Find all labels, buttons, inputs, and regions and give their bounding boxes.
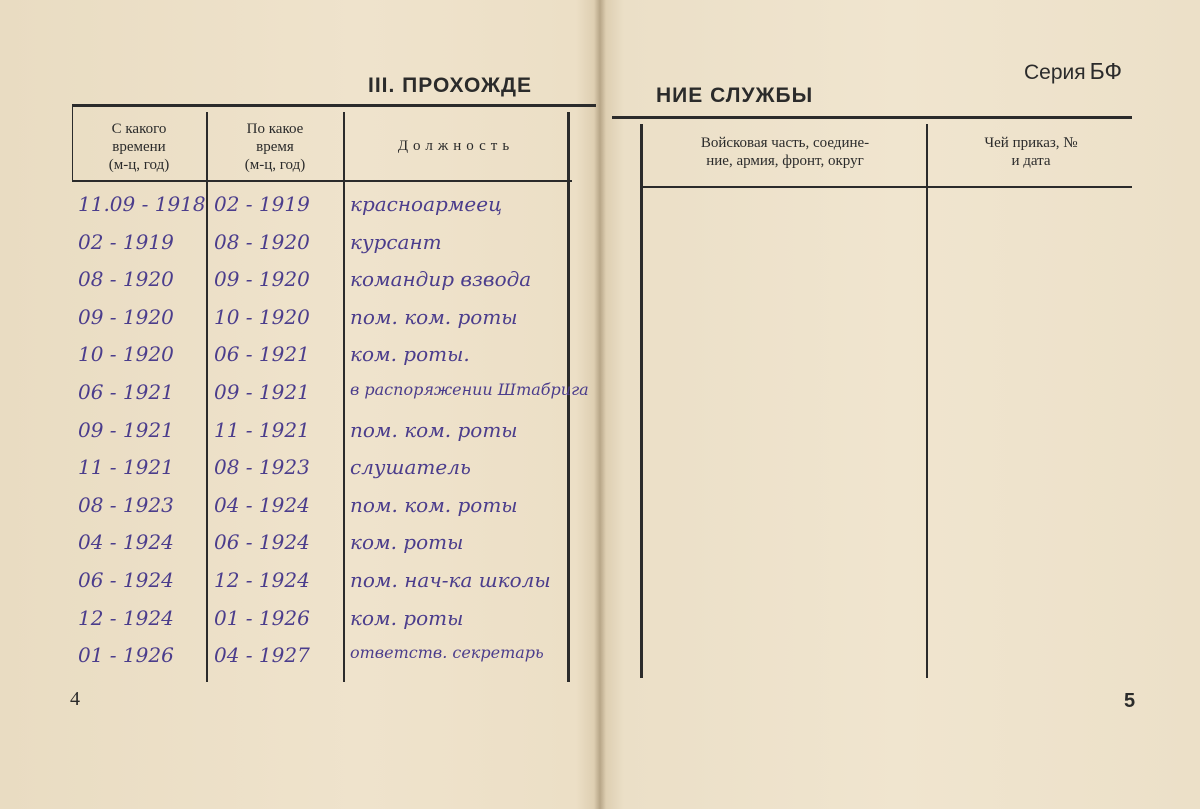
header-unit — [646, 134, 924, 170]
entry-position: пом. ком. роты — [350, 305, 518, 329]
entry-to-date: 09 - 1921 — [214, 380, 310, 404]
column-divider-2 — [343, 112, 345, 682]
entry-from-date: 09 - 1920 — [78, 305, 174, 329]
entry-from-date: 11 - 1921 — [78, 455, 174, 479]
entry-to-date: 09 - 1920 — [214, 267, 310, 291]
page-number-right: 5 — [1124, 690, 1136, 712]
entry-from-date: 11.09 - 1918 — [78, 192, 206, 216]
entry-from-date: 02 - 1919 — [78, 230, 174, 254]
entry-from-date: 08 - 1923 — [78, 493, 174, 517]
series-code: БФ — [1089, 58, 1122, 84]
entry-to-date: 04 - 1927 — [214, 643, 310, 667]
entry-from-date: 10 - 1920 — [78, 342, 174, 366]
entry-to-date: 08 - 1920 — [214, 230, 310, 254]
header-to-date — [210, 120, 340, 174]
right-table-left-rule — [640, 124, 643, 678]
header-order — [932, 134, 1130, 170]
entry-position: ответств. секретарь — [350, 643, 544, 662]
entry-position: в распоряжении Штабрига — [350, 380, 589, 399]
entry-position: пом. нач-ка школы — [350, 568, 551, 592]
table-top-rule — [72, 104, 596, 107]
header-from-date — [76, 120, 202, 174]
entry-from-date: 12 - 1924 — [78, 606, 174, 630]
entry-from-date: 06 - 1924 — [78, 568, 174, 592]
header-unit-text: Войсковая часть, соедине- ние, армия, фронт, округ — [700, 135, 870, 169]
entry-to-date: 06 - 1924 — [214, 530, 310, 554]
entry-position: пом. ком. роты — [350, 418, 518, 442]
page-number-left: 4 — [70, 688, 80, 710]
header-order-text: Чей приказ, № и дата — [984, 135, 1078, 169]
entry-to-date: 12 - 1924 — [214, 568, 310, 592]
left-page — [0, 0, 598, 809]
entry-to-date: 02 - 1919 — [214, 192, 310, 216]
entry-position: ком. роты — [350, 530, 464, 554]
entry-to-date: 06 - 1921 — [214, 342, 310, 366]
entry-from-date: 04 - 1924 — [78, 530, 174, 554]
entry-position: пом. ком. роты — [350, 493, 518, 517]
right-page-title: НИЕ СЛУЖБЫ — [656, 84, 814, 107]
entry-from-date: 06 - 1921 — [78, 380, 174, 404]
entry-to-date: 10 - 1920 — [214, 305, 310, 329]
header-bottom-rule — [72, 180, 572, 182]
entry-position: ком. роты — [350, 606, 464, 630]
header-to-date-text: По какое время (м-ц, год) — [244, 121, 306, 173]
entry-from-date: 08 - 1920 — [78, 267, 174, 291]
table-left-rule — [72, 104, 73, 180]
entry-position: курсант — [350, 230, 442, 254]
entry-to-date: 11 - 1921 — [214, 418, 310, 442]
entry-position: командир взвода — [350, 267, 532, 291]
header-position-text: Должность — [397, 138, 515, 154]
entry-position: красноармеец — [350, 192, 503, 216]
entry-position: слушатель — [350, 455, 471, 479]
entry-to-date: 04 - 1924 — [214, 493, 310, 517]
series-label — [1024, 58, 1122, 85]
entry-to-date: 01 - 1926 — [214, 606, 310, 630]
entry-from-date: 01 - 1926 — [78, 643, 174, 667]
right-column-divider — [926, 124, 928, 678]
right-page — [602, 0, 1200, 809]
header-position — [348, 137, 564, 155]
left-page-title: III. ПРОХОЖДЕ — [368, 74, 532, 97]
series-label-text: Серия — [1024, 61, 1086, 84]
entry-position: ком. роты. — [350, 342, 470, 366]
right-header-bottom-rule — [642, 186, 1132, 188]
header-from-date-text: С какого времени (м-ц, год) — [108, 121, 170, 173]
entry-from-date: 09 - 1921 — [78, 418, 174, 442]
right-table-top-rule — [612, 116, 1132, 119]
column-divider-1 — [206, 112, 208, 682]
entry-to-date: 08 - 1923 — [214, 455, 310, 479]
